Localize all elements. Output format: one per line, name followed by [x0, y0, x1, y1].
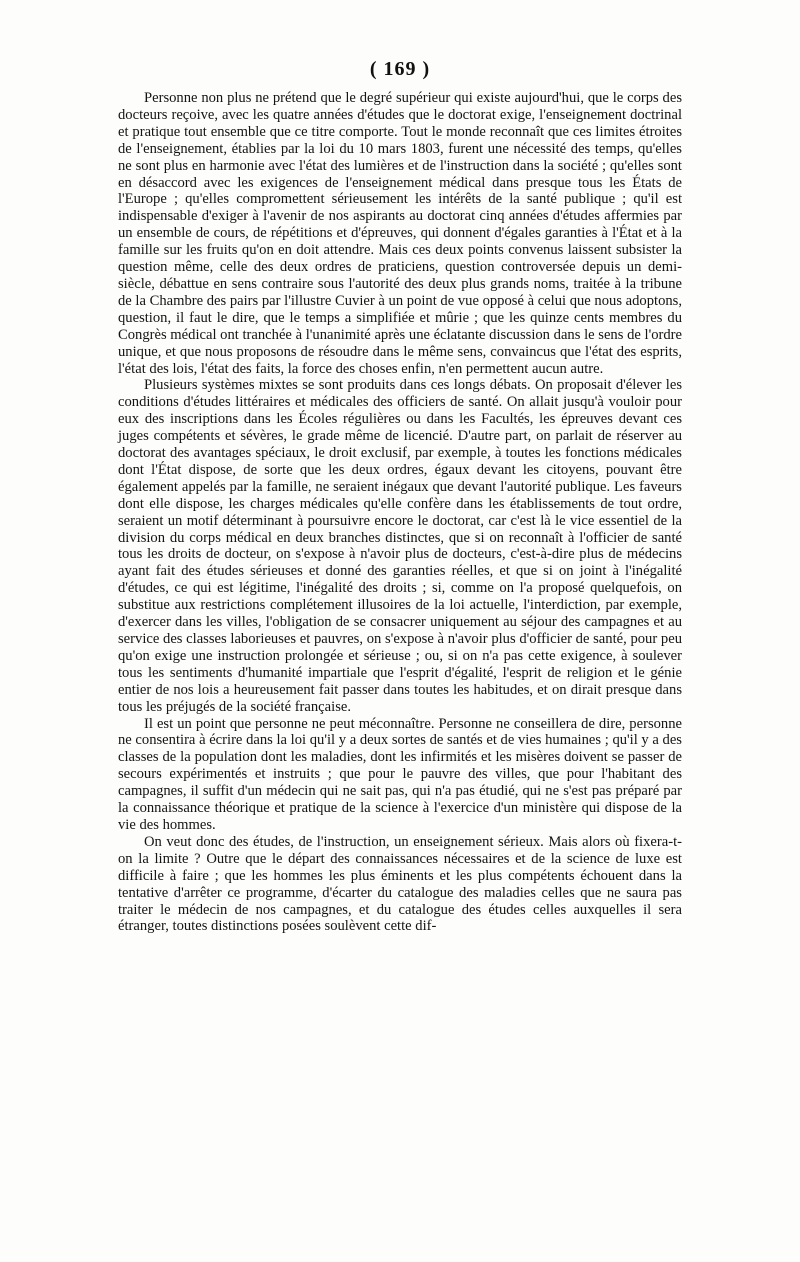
- paragraph-4: On veut donc des études, de l'instruction, un enseignement sérieux. Mais alors où fixera-t-on la limite ? Outre que le départ des connaissances nécessaires et de la science de luxe est difficile à faire ; que les hommes les plus éminents et les plus compétents échouent dans la tentative d'arrêter ce programme, d'écarter du catalogue des maladies celles que ne saura pas traiter le médecin de nos campagnes, et du catalogue des études celles auxquelles il sera étranger, toutes distinctions posées soulèvent cette dif-: [118, 833, 682, 935]
- paragraph-3: Il est un point que personne ne peut méconnaître. Personne ne conseillera de dire, personne ne consentira à écrire dans la loi qu'il y a deux sortes de santés et de vies humaines ; qu'il y a des classes de la population dont les maladies, dont les infirmités et les misères doivent se passer de secours expérimentés et instruits ; que pour le pauvre des villes, que pour l'habitant des campagnes, il suffit d'un médecin qui ne sait pas, qui n'a pas étudié, qui ne s'est pas préparé par la connaissance théorique et pratique de la science à l'exercice d'un ministère qui dispose de la vie des hommes.: [118, 715, 682, 833]
- paragraph-2: Plusieurs systèmes mixtes se sont produits dans ces longs débats. On proposait d'élever les conditions d'études littéraires et médicales des officiers de santé. On allait jusqu'à vouloir pour eux des inscriptions dans les Écoles régulières ou dans les Facultés, les épreuves devant ces juges compétents et sévères, le grade même de licencié. D'autre part, on parlait de réserver au doctorat des avantages spéciaux, le droit exclusif, par exemple, à toutes les fonctions médicales dont l'État dispose, de sorte que les deux ordres, égaux devant les citoyens, pouvant être également appelés par la famille, ne seraient inégaux que devant l'autorité publique. Les faveurs dont elle dispose, les charges médicales qu'elle confère dans les établissements de tout ordre, seraient un motif déterminant à poursuivre encore le doctorat, car c'est là le vice essentiel de la division du corps médical en deux branches distinctes, que si on reconnaît à l'officier de santé tous les droits de docteur, on s'expose à n'avoir plus de docteurs, c'est-à-dire plus de médecins ayant fait des études sérieuses et donné des garanties réelles, et que si on joint à l'inégalité d'études, ce qui est légitime, l'inégalité des droits ; si, comme on l'a proposé quelquefois, on substitue aux restrictions complétement illusoires de la loi actuelle, l'interdiction, par exemple, d'exercer dans les villes, l'obligation de se consacrer uniquement au séjour des campagnes et au service des classes laborieuses et pauvres, on s'expose à n'avoir plus d'officier de santé, pour peu qu'on exige une instruction prolongée et sérieuse ; ou, si on n'a pas cette exigence, à soulever tous les sentiments d'humanité impartiale que l'esprit d'égalité, l'esprit de religion et le génie entier de nos lois a heureusement fait passer dans toutes les habitudes, et on dirait presque dans tous les préjugés de la société française.: [118, 377, 682, 715]
- page-number: ( 169 ): [369, 58, 431, 80]
- paragraph-1: Personne non plus ne prétend que le degré supérieur qui existe aujourd'hui, que le corps des docteurs reçoive, avec les quatre années d'études que le doctorat exige, l'enseignement doctrinal et pratique tout ensemble que ce titre comporte. Tout le monde reconnaît que ces limites étroites de l'enseignement, établies par la loi du 10 mars 1803, furent une nécessité des temps, qu'elles ne sont plus en harmonie avec l'état des lumières et de l'instruction dans la société ; qu'elles sont en désaccord avec les exigences de l'enseignement médical dans presque tous les États de l'Europe ; qu'elles compromettent sérieusement les intérêts de la santé publique ; qu'il est indispensable d'exiger à l'avenir de nos aspirants au doctorat cinq années d'études affermies par un ensemble de cours, de répétitions et d'épreuves, qui donnent d'égales garanties à l'État et à la famille sur les fruits qu'on en doit attendre. Mais ces deux points convenus laissent subsister la question même, celle des deux ordres de praticiens, question controversée depuis un demi-siècle, débattue en sens contraire sous l'autorité des deux plus grands noms, traitée à la tribune de la Chambre des pairs par l'illustre Cuvier à un point de vue opposé à celui que nous adoptons, question, il faut le dire, que le temps a simplifiée et mûrie ; que les quinze cents membres du Congrès médical ont tranchée à l'unanimité après une éclatante discussion dans le sens de l'ordre unique, et que nous proposons de résoudre dans le même sens, convaincus que l'état des esprits, l'état des lois, l'état des faits, la force des choses enfin, n'en permettent aucun autre.: [118, 90, 682, 377]
- body-text: [118, 90, 682, 935]
